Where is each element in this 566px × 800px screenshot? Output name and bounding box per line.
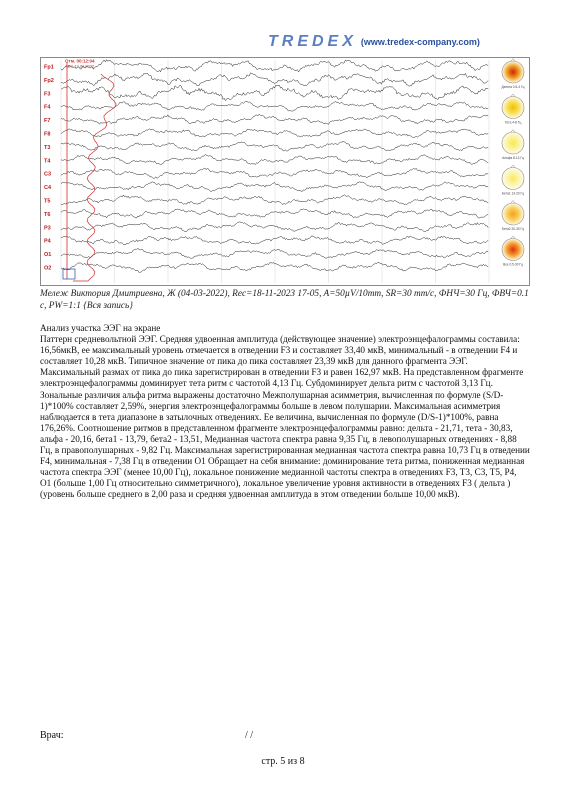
eeg-trace-t6 xyxy=(61,209,488,218)
head-nose-icon xyxy=(511,130,515,133)
topographic-map xyxy=(502,97,524,119)
channel-label-fp2: Fp2 xyxy=(44,77,54,84)
channel-label-p3: P3 xyxy=(44,225,51,232)
channel-label-o1: O1 xyxy=(44,252,52,259)
channel-label-c4: C4 xyxy=(44,185,52,192)
marker-label: Отм. 00:12:04 xyxy=(65,58,95,64)
topographic-map-caption: Все 0.5-30 Гц xyxy=(503,262,523,267)
channel-label-t4: T4 xyxy=(44,158,51,165)
head-nose-icon xyxy=(511,94,515,97)
eeg-trace-p3 xyxy=(61,222,488,232)
topographic-map xyxy=(502,239,524,261)
eeg-trace-o2 xyxy=(61,262,488,272)
topographic-map xyxy=(502,132,524,154)
tredex-logo xyxy=(268,30,480,54)
logo-url: (www.tredex-company.com) xyxy=(360,37,480,47)
doctor-signature-line xyxy=(40,730,530,741)
eeg-trace-f4 xyxy=(61,101,488,111)
topographic-map-caption: Тета 4-8 Гц xyxy=(504,120,522,125)
head-nose-icon xyxy=(511,236,515,239)
eeg-trace-t5 xyxy=(61,195,488,205)
eeg-trace-o1 xyxy=(61,248,488,258)
channel-label-t3: T3 xyxy=(44,144,51,151)
channel-label-f3: F3 xyxy=(44,91,51,98)
calibration-box xyxy=(63,269,75,279)
channel-label-o2: O2 xyxy=(44,265,52,272)
head-nose-icon xyxy=(511,165,515,168)
spectrum-overlay-curve xyxy=(73,74,116,281)
marker-date: ABC 17.03.2022 xyxy=(65,63,95,69)
eeg-trace-fp2 xyxy=(61,73,488,87)
head-nose-icon xyxy=(511,59,515,62)
channel-label-p4: P4 xyxy=(44,238,51,245)
logo-wordmark: TREDEX xyxy=(268,33,357,50)
topographic-map xyxy=(502,61,524,83)
eeg-trace-f7 xyxy=(61,114,488,124)
topographic-map-caption: Альфа 8-13 Гц xyxy=(502,156,524,160)
eeg-trace-f3 xyxy=(61,85,488,100)
report-section xyxy=(40,323,530,501)
channel-label-f8: F8 xyxy=(44,131,51,138)
eeg-trace-fp1 xyxy=(61,60,488,72)
eeg-traces xyxy=(41,58,529,285)
topographic-map-caption: Бета2 20-30 Гц xyxy=(501,227,525,231)
channel-label-f7: F7 xyxy=(44,118,51,125)
channel-label-t5: T5 xyxy=(44,198,51,205)
eeg-trace-c4 xyxy=(61,182,488,192)
topographic-map-caption: Дельта 0.5-4 Гц xyxy=(501,85,525,89)
topographic-map xyxy=(502,203,524,225)
page-number: стр. 5 из 8 xyxy=(261,756,305,767)
channel-label-f4: F4 xyxy=(44,104,51,111)
topographic-map-caption: Бета1 13-20 Гц xyxy=(501,191,525,196)
eeg-trace-f8 xyxy=(61,129,488,138)
channel-label-c3: C3 xyxy=(44,171,52,178)
channel-label-fp1: Fp1 xyxy=(44,64,54,71)
eeg-trace-c3 xyxy=(61,168,488,178)
topographic-map xyxy=(502,168,524,190)
doctor-label: Врач: xyxy=(40,730,64,741)
eeg-trace-p4 xyxy=(61,236,488,245)
signature-slots: / / xyxy=(245,730,254,741)
eeg-recording-figure xyxy=(40,57,530,286)
head-nose-icon xyxy=(511,201,515,204)
eeg-trace-t4 xyxy=(61,155,488,165)
recording-caption: Мележ Виктория Дмитриевна, Ж (04-03-2022), Rec=18-11-2023 17-05, A=50µV/10mm, SR=30 mm/c, ФНЧ=30 Гц, ФВЧ=0.1 с, PW=1:1 {Вся запись} xyxy=(40,289,529,311)
report-body: Паттерн средневольтной ЭЭГ. Средняя удвоенная амплитуда (действующее значение) электроэнцефалограммы составила: 16,56мкВ, ее максимальный уровень отмечается в отведении F3 и составляет 33,40 мкВ, минимальный - в отведении F4 и составляет 10,28 мкВ. Типичное значение от пика до пика составляет 23,39 мкВ для данного фрагмента ЭЭГ. Максимальный размах от пика до пика зарегистрирован в отведении F3 и равен 162,97 мкВ. На представленном фрагменте электроэнцефалограммы доминирует тета ритм с частотой 4,13 Гц. Субдоминирует дельта ритм с частотой 3,13 Гц. Зональные различия альфа ритма выражены достаточно Межполушарная асимметрия, вычисленная по формуле (S/D-1)*100% составляет 2,59%, энергия электроэнцефалограммы больше в левом полушарии. Максимальная асимметрия наблюдается в тета диапазоне в затылочных отведениях. Ее величина, вычисленная по формуле (D/S-1)*100%, равна 176,26%. Соотношение ритмов в представленном фрагменте электроэнцефалограммы равно: дельта - 21,71, тета - 30,83, альфа - 20,16, бета1 - 13,79, бета2 - 13,51, Медианная частота спектра равна 9,35 Гц, в левополушарных отведениях - 8,88 Гц, в правополушарных - 9,82 Гц. Максимальная зарегистрированная медианная частота спектра равна 10,73 Гц в отведении F4, минимальная - 7,38 Гц в отведении О1 Обращает на себя внимание: доминирование тета ритма, пониженная медианная частота спектра ЭЭГ (менее 10,00 Гц), локальное понижение медианной частоты спектра в отведениях F3, T3, C3, T5, P4, O1 (больше 1,00 Гц относительно симметричного), локальное увеличение уровня активности в отведениях F3 ( дельта ) (уровень больше среднего в 2,00 раза и средняя удвоенная амплитуда в этом отведении больше 10,00 мкВ). xyxy=(40,334,530,500)
channel-label-t6: T6 xyxy=(44,211,51,218)
report-heading: Анализ участка ЭЭГ на экране xyxy=(40,323,161,333)
eeg-trace-t3 xyxy=(61,142,488,151)
